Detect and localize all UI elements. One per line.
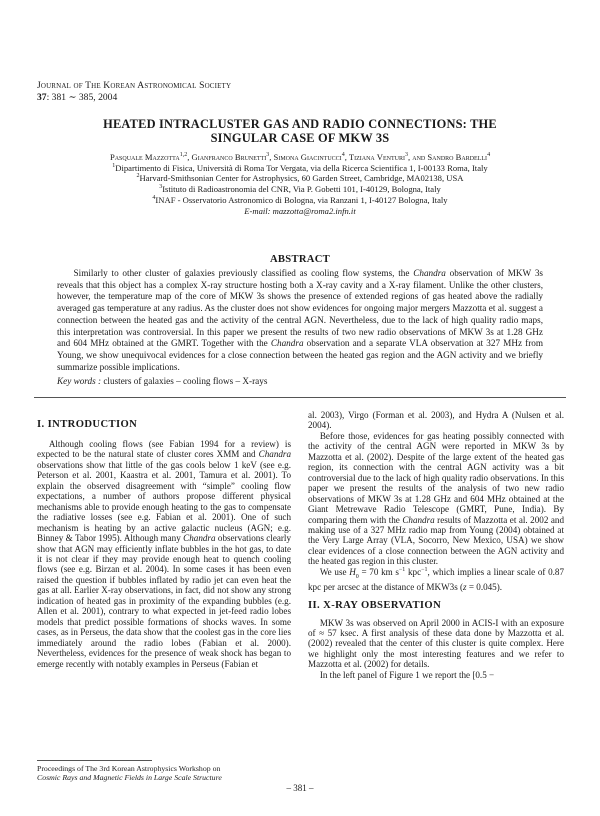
title-line-2: SINGULAR CASE OF MKW 3S bbox=[210, 131, 390, 145]
text-span: observations show that little of the gas cools below 1 keV (see e.g. Peterson et al. 2001, Kaastra et al. 2001, Tamura et al. 2001). To explain the observed disagreement with “simple” cooling flow expectations, a number of authors propose different physical mechanisms able to provide enough heating to the gas to compensate the radiative losses (see e.g. Fabian et al. 2001). One of such mechanism is heating by an active galactic nucleus (AGN; e.g. Binney & Tabor 1995). Although many bbox=[37, 459, 291, 544]
text-span: Although cooling flows (see Fabian 1994 for a review) is expected to be the natural state of cluster cores XMM and bbox=[37, 439, 291, 460]
affiliation-text: Dipartimento di Fisica, Università di Roma Tor Vergata, via della Ricerca Scientifica 1, I-00133 Roma, Italy bbox=[115, 162, 488, 173]
keywords-text: clusters of galaxies – cooling flows – X-rays bbox=[101, 376, 268, 386]
keywords bbox=[57, 376, 543, 388]
abstract-span: observation and a separate VLA observation at 327 MHz from Young, we show unequivocal evidences for a close connection between the heated gas region and the AGN activity and we briefly summarize possible implications. bbox=[57, 338, 543, 372]
author-affiliation-mark: 3 bbox=[404, 152, 408, 159]
introduction-heading: I. INTRODUCTION bbox=[37, 419, 138, 430]
affiliation-text: INAF - Osservatorio Astronomico di Bologna, via Ranzani 1, I-40127 Bologna, Italy bbox=[155, 194, 448, 205]
author-name: Gianfranco Brunetti bbox=[191, 152, 267, 162]
affiliation bbox=[30, 163, 570, 174]
left-column bbox=[37, 418, 291, 669]
text-span: Before those, evidences for gas heating possibly connected with the activity of the central AGN were reported in MKW 3s by Mazzotta et al. (2002). Despite of the large extent of the heated gas region, its connection with the central AGN activity was a bit controversial due to the lack of high quality radio observations. In this paper we present the results of the analysis of two new radio observations of MKW 3s at 1.28 GHz and 604 MHz obtained at the Giant Metrewave Radio Telescope (GMRT, Pune, India). By comparing them with the bbox=[308, 430, 564, 525]
abstract-span: observation of MKW 3s reveals that this object has a complex X-ray structure hosting both a X-ray cavity and a X-ray filament. Unlike the other clusters, however, the temperature map of the core of MKW 3s shows the presence of extended regions of gas heated above the radially averaged gas temperature at any radius. As the cluster does not show evidences for ongoing major mergers Mazzotta et al. suggest a connection between the heated gas and the activity of the central AGN. Nevertheless, due to the lack of high quality radio maps, this interpretation was controversial. In this paper we present the results of two new radio observations of MKW 3s at 1.28 GHz and 604 MHz obtained at the GMRT. Together with the bbox=[57, 268, 543, 349]
author-separator: , bbox=[344, 152, 349, 162]
journal-name: Journal of The Korean Astronomical Society bbox=[37, 80, 232, 91]
hubble-symbol: H bbox=[349, 566, 356, 577]
text-span: kpc bbox=[405, 566, 422, 577]
journal-volume-line bbox=[37, 92, 231, 104]
abstract-mission-name: Chandra bbox=[270, 338, 304, 349]
intro-paragraph bbox=[308, 431, 564, 567]
author-separator: , bbox=[187, 152, 192, 162]
author-name: Tiziana Venturi bbox=[348, 152, 405, 162]
xray-paragraph: MKW 3s was observed on April 2000 in ACIS-I with an exposure of ≈ 57 ksec. A first analysis of these data done by Mazzotta et al. (2002) revealed that the center of this cluster is quite complex. Here we highlight only the most interesting features and we refer to Mazzotta et al. (2002) for details. bbox=[308, 617, 564, 670]
paper-title bbox=[40, 117, 560, 145]
intro-paragraph bbox=[37, 439, 291, 669]
mission-name: Chandra bbox=[183, 533, 216, 544]
author-affiliation-mark: 3 bbox=[266, 152, 270, 159]
text-span: results of Mazzotta et al. 2002 and making use of a 327 MHz radio map from Young (2004) obtained at the Very Large Array (VLA, Socorro, New Mexico, USA) we show clear evidences of a close connection between the AGN activity and the heated gas region in this cluster. bbox=[308, 514, 564, 567]
text-span: = 70 km s bbox=[358, 566, 399, 577]
abstract-text bbox=[57, 268, 543, 373]
footnote-line-2: Cosmic Rays and Magnetic Fields in Large Scale Structure bbox=[37, 773, 222, 783]
affiliation-text: Harvard-Smithsonian Center for Astrophysics, 60 Garden Street, Cambridge, MA02138, USA bbox=[139, 173, 464, 184]
affiliation bbox=[30, 195, 570, 206]
text-span: observations clearly show that AGN may efficiently inflate bubbles in the hot gas, to date it is not clear if they may provide enough heat to quench cooling flows (see e.g. Birzan et al. 2004). In some cases it has been even raised the question if bubbles inflated by radio jet can even heat the gas at all. Earlier X-ray observations, in fact, did not show any strong indication of heated gas in proximity of the expanding bubbles (e.g. Allen et al. 2001), contrary to what expected in jet-feed radio lobes models that predict possible formations of shocks waves. In some cases, as in Perseus, the data show that the coolest gas in the core lies immediately around the radio lobes (Fabian et al. 2000). Nevertheless, evidences for the presence of weak shock has began to emerge recently with notably examples in Perseus (Fabian et bbox=[37, 533, 291, 669]
author-names bbox=[30, 152, 570, 163]
affiliation-mark: 4 bbox=[152, 194, 156, 201]
abstract-span: Similarly to other cluster of galaxies previously classified as cooling flow systems, the bbox=[73, 268, 414, 278]
author-email: E-mail: mazzotta@roma2.infn.it bbox=[244, 205, 356, 216]
text-span: , which implies a linear scale of 0.87 kpc per arcsec at the distance of MKW3s ( bbox=[308, 566, 565, 593]
mission-name: Chandra bbox=[402, 514, 435, 525]
abstract-heading: ABSTRACT bbox=[269, 254, 331, 265]
text-span: We use bbox=[319, 566, 350, 577]
intro-paragraph-continued: al. 2003), Virgo (Forman et al. 2003), and Hydra A (Nulsen et al. 2004). bbox=[308, 410, 564, 431]
author-name: and Sandro Bardelli bbox=[412, 152, 488, 162]
mission-name: Chandra bbox=[258, 449, 291, 460]
section-divider bbox=[34, 397, 566, 398]
author-separator: , bbox=[269, 152, 274, 162]
affiliation-mark: 3 bbox=[159, 184, 163, 191]
affiliation-mark: 1 bbox=[112, 162, 116, 169]
author-affiliation-mark: 4 bbox=[487, 152, 491, 159]
author-affiliation-mark: 4 bbox=[341, 152, 345, 159]
footnote bbox=[37, 764, 297, 783]
affiliation-mark: 2 bbox=[136, 173, 140, 180]
journal-header bbox=[37, 80, 231, 104]
xray-observation-heading: II. X-RAY OBSERVATION bbox=[308, 599, 442, 611]
title-line-1: HEATED INTRACLUSTER GAS AND RADIO CONNECTIONS: THE bbox=[103, 117, 497, 131]
author-name: Pasquale Mazzotta bbox=[109, 152, 180, 162]
footnote-line-1: Proceedings of The 3rd Korean Astrophysics Workshop on bbox=[37, 764, 221, 773]
page-number: – 381 – bbox=[286, 783, 314, 793]
affiliation-text: Istituto di Radioastronomia del CNR, Via P. Gobetti 101, I-40129, Bologna, Italy bbox=[162, 184, 441, 195]
author-name: Simona Giacintucci bbox=[273, 152, 342, 162]
redshift-symbol: z bbox=[463, 582, 467, 593]
author-separator: , bbox=[407, 152, 413, 162]
xray-paragraph: In the left panel of Figure 1 we report the [0.5 − bbox=[319, 669, 495, 680]
subscript: 0 bbox=[355, 573, 359, 580]
cosmology-paragraph bbox=[308, 567, 564, 593]
superscript: −1 bbox=[421, 566, 428, 573]
author-affiliation-mark: 1,2 bbox=[179, 152, 188, 159]
text-span: = 0.045). bbox=[466, 582, 503, 593]
author-block bbox=[30, 152, 570, 216]
journal-pages: : 381 ∼ 385, 2004 bbox=[46, 92, 118, 103]
keywords-label: Key words : bbox=[57, 376, 102, 386]
affiliation bbox=[30, 173, 570, 184]
journal-volume: 37 bbox=[37, 92, 47, 103]
affiliation bbox=[30, 184, 570, 195]
right-column bbox=[308, 410, 564, 680]
footnote-rule bbox=[37, 760, 152, 761]
superscript: −1 bbox=[398, 566, 406, 573]
abstract-mission-name: Chandra bbox=[413, 268, 446, 278]
